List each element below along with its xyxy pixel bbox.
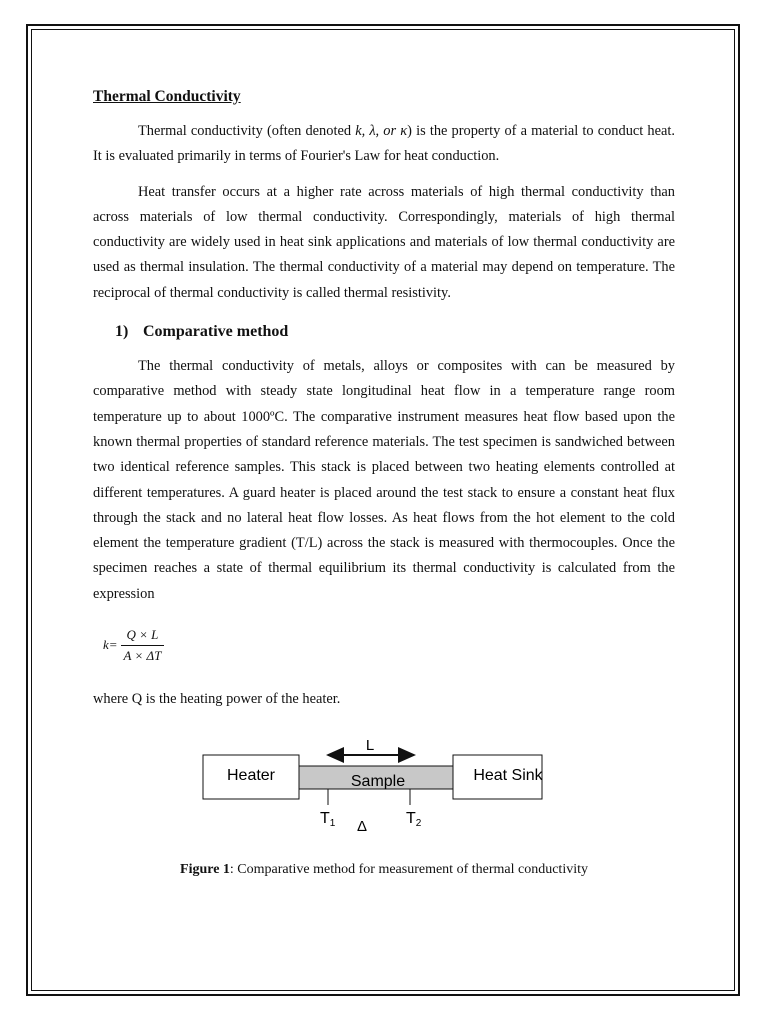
formula-numerator: Q × L [121,627,165,646]
figure-caption-label: Figure 1 [180,862,230,877]
section-number: 1) [115,323,129,341]
intro-text-before: Thermal conductivity (often denoted [138,123,356,139]
intro-text-after: ) is the property of a material to conduct heat. It is evaluated primarily in terms of Fourier's Law for heat conduction. [93,123,675,165]
formula-denominator: A × ΔT [123,647,162,663]
sample-label: Sample [350,773,406,790]
t2-letter: T [406,810,416,827]
section-heading [115,320,675,344]
t2-label [406,810,422,829]
t2-subscript: 2 [415,818,422,829]
figure-caption [0,858,768,882]
comparative-method-paragraph: The thermal conductivity of metals, alloys or composites with can be measured by comparative method with steady state longitudinal heat flow in a temperature range room temperature up to about 1000ºC. The comparative instrument measures heat flow based upon the known thermal properties of standard reference materials. The test specimen is sandwiched between two identical reference samples. This stack is placed between two heating elements controlled at different temperatures. A guard heater is placed around the test stack to ensure a constant heat flux through the stack and no lateral heat flow losses. As heat flows from the hot element to the cold element the temperature gradient (T/L) across the stack is measured with thermocouples. Once the specimen reaches a state of thermal equilibrium its thermal conductivity is calculated from the expression [93,358,675,602]
formula-fraction [120,627,166,664]
heater-label: Heater [226,767,276,784]
section-title: Comparative method [143,323,289,341]
delta-label: Δ [356,818,368,835]
t1-subscript: 1 [329,818,336,829]
heat-sink-label: Heat Sink [473,767,543,784]
document-body [93,85,675,722]
figure-caption-text: : Comparative method for measurement of thermal conductivity [229,862,588,877]
symbol-list: k, λ, or κ [355,123,408,139]
conductivity-formula [103,617,675,673]
document-title: Thermal Conductivity [93,88,241,105]
intro-paragraph [93,119,675,170]
comparative-method-diagram [198,735,546,845]
t1-label [320,810,336,829]
t1-letter: T [320,810,330,827]
formula-lhs: k= [103,637,118,653]
heat-transfer-paragraph: Heat transfer occurs at a higher rate across materials of high thermal conductivity than across materials of low thermal conductivity. Correspondingly, materials of high thermal conductivity are widely used in heat sink applications and materials of low thermal conductivity are used as thermal insulation. The thermal conductivity of a material may depend on temperature. The reciprocal of thermal conductivity is called thermal resistivity. [93,183,675,301]
length-label: L [365,737,375,754]
heating-power-note: where Q is the heating power of the heater. [93,691,341,708]
